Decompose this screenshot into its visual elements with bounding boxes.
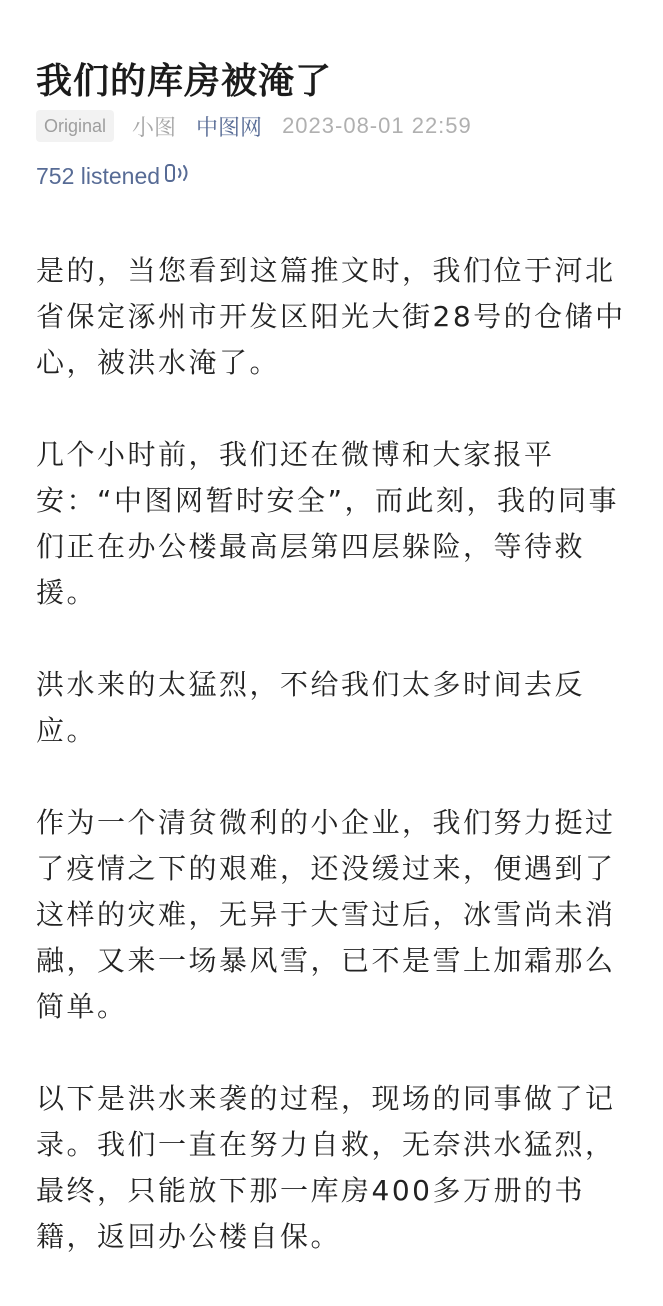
- paragraph: 洪水来的太猛烈，不给我们太多时间去反应。: [36, 668, 586, 747]
- author-name: 小图: [132, 115, 177, 141]
- article-content: [36, 248, 633, 1306]
- paragraph: 以下是洪水来袭的过程，现场的同事做了记录。我们一直在努力自救，无奈洪水猛烈，最终，只能放下那一库房400多万册的书籍，返回办公楼自保。: [36, 1082, 616, 1253]
- publish-datetime: 2023-08-01 22:59: [282, 113, 472, 138]
- audio-wave-icon: [160, 160, 194, 192]
- paragraph: 是的，当您看到这篇推文时，我们位于河北省保定涿州市开发区阳光大街28号的仓储中心，被洪水淹了。: [36, 254, 626, 379]
- listen-button[interactable]: [36, 158, 194, 194]
- listen-count-label: 752 listened: [36, 162, 161, 189]
- paragraph: 几个小时前，我们还在微博和大家报平安：“中图网暂时安全”，而此刻，我的同事们正在办公楼最高层第四层躲险，等待救援。: [36, 438, 620, 609]
- article-meta: [36, 108, 627, 144]
- article-title: 我们的库房被淹了: [36, 61, 333, 103]
- paragraph: 作为一个清贫微利的小企业，我们努力挺过了疫情之下的艰难，还没缓过来，便遇到了这样的灾难，无异于大雪过后，冰雪尚未消融，又来一场暴风雪，已不是雪上加霜那么简单。: [36, 806, 616, 1023]
- original-badge: Original: [36, 110, 114, 142]
- account-link[interactable]: 中图网: [196, 115, 263, 141]
